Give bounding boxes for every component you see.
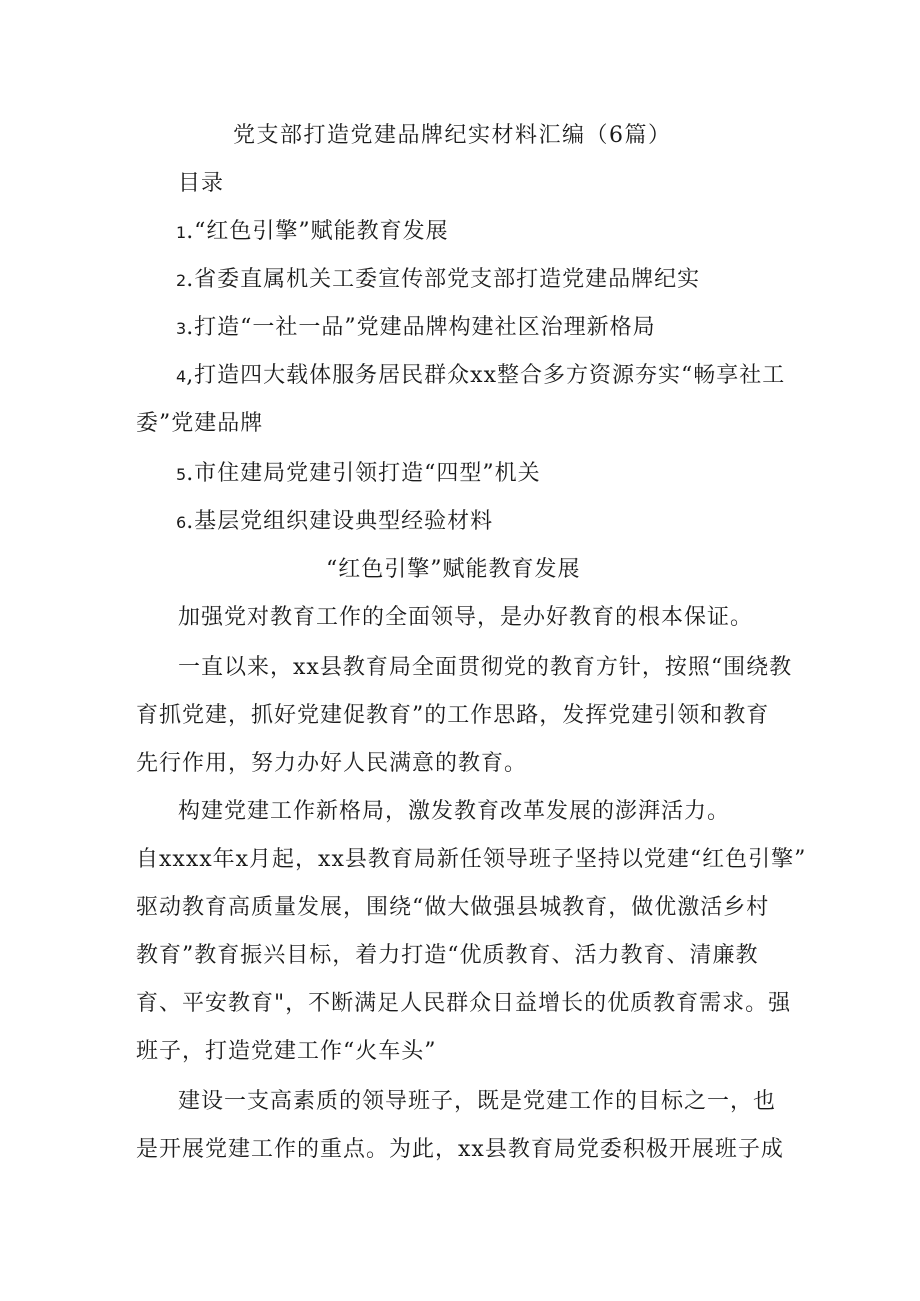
toc-item-number: 1 bbox=[176, 223, 187, 242]
paragraph-line: 育抓党建，抓好党建促教育”的工作思路，发挥党建引领和教育 bbox=[136, 703, 770, 728]
toc-item-number: 3 bbox=[176, 319, 187, 338]
toc-item-text: .省委直属机关工委宣传部党支部打造党建品牌纪实 bbox=[186, 267, 701, 292]
toc-item-number: 6 bbox=[176, 513, 187, 532]
paragraph-line: 加强党对教育工作的全面领导，是办好教育的根本保证。 bbox=[178, 605, 754, 630]
section-title: “红色引擎”赋能教育发展 bbox=[326, 557, 581, 582]
paragraph-line: 构建党建工作新格局，激发教育改革发展的澎湃活力。 bbox=[178, 799, 731, 824]
toc-item-number: 4 bbox=[176, 367, 187, 386]
toc-item-text: ,打造四大载体服务居民群众xx整合多方资源夯实“畅享社工 bbox=[186, 363, 786, 388]
toc-item bbox=[176, 507, 493, 538]
paragraph-line: 自xxxx年x月起，xx县教育局新任领导班子坚持以党建“红色引擎” bbox=[136, 847, 807, 872]
paragraph-line: 一直以来，xx县教育局全面贯彻党的教育方针，按照“围绕教 bbox=[178, 655, 793, 680]
toc-item-text: .市住建局党建引领打造“四型”机关 bbox=[186, 461, 541, 486]
toc-item-number: 5 bbox=[176, 465, 187, 484]
paragraph-line: 建设一支高素质的领导班子，既是党建工作的目标之一，也 bbox=[178, 1089, 777, 1114]
toc-item bbox=[176, 313, 656, 344]
toc-item bbox=[176, 265, 700, 296]
toc-item-text: .基层党组织建设典型经验材料 bbox=[186, 509, 494, 534]
toc-heading: 目录 bbox=[178, 171, 225, 196]
paragraph-line: 先行作用，努力办好人民满意的教育。 bbox=[136, 751, 528, 776]
paragraph-line: 班子，打造党建工作“火车头” bbox=[136, 1039, 437, 1064]
toc-item-text: .打造“一社一品”党建品牌构建社区治理新格局 bbox=[186, 315, 656, 340]
paragraph-line: 教育”教育振兴目标，着力打造“优质教育、活力教育、清廉教 bbox=[136, 943, 759, 968]
paragraph-line: 育、平安教育"，不断满足人民群众日益增长的优质教育需求。强 bbox=[136, 991, 792, 1016]
document-title: 党支部打造党建品牌纪实材料汇编（6篇） bbox=[233, 123, 672, 148]
toc-item-number: 2 bbox=[176, 271, 187, 290]
paragraph-line: 是开展党建工作的重点。为此，xx县教育局党委积极开展班子成 bbox=[136, 1137, 784, 1162]
toc-item bbox=[176, 459, 541, 490]
toc-item-text: .“红色引擎”赋能教育发展 bbox=[186, 219, 449, 244]
toc-item bbox=[176, 361, 785, 392]
paragraph-line: 驱动教育高质量发展，围绕“做大做强县城教育，做优激活乡村 bbox=[136, 895, 770, 920]
toc-item-continuation: 委”党建品牌 bbox=[136, 411, 264, 436]
toc-item bbox=[176, 217, 449, 248]
